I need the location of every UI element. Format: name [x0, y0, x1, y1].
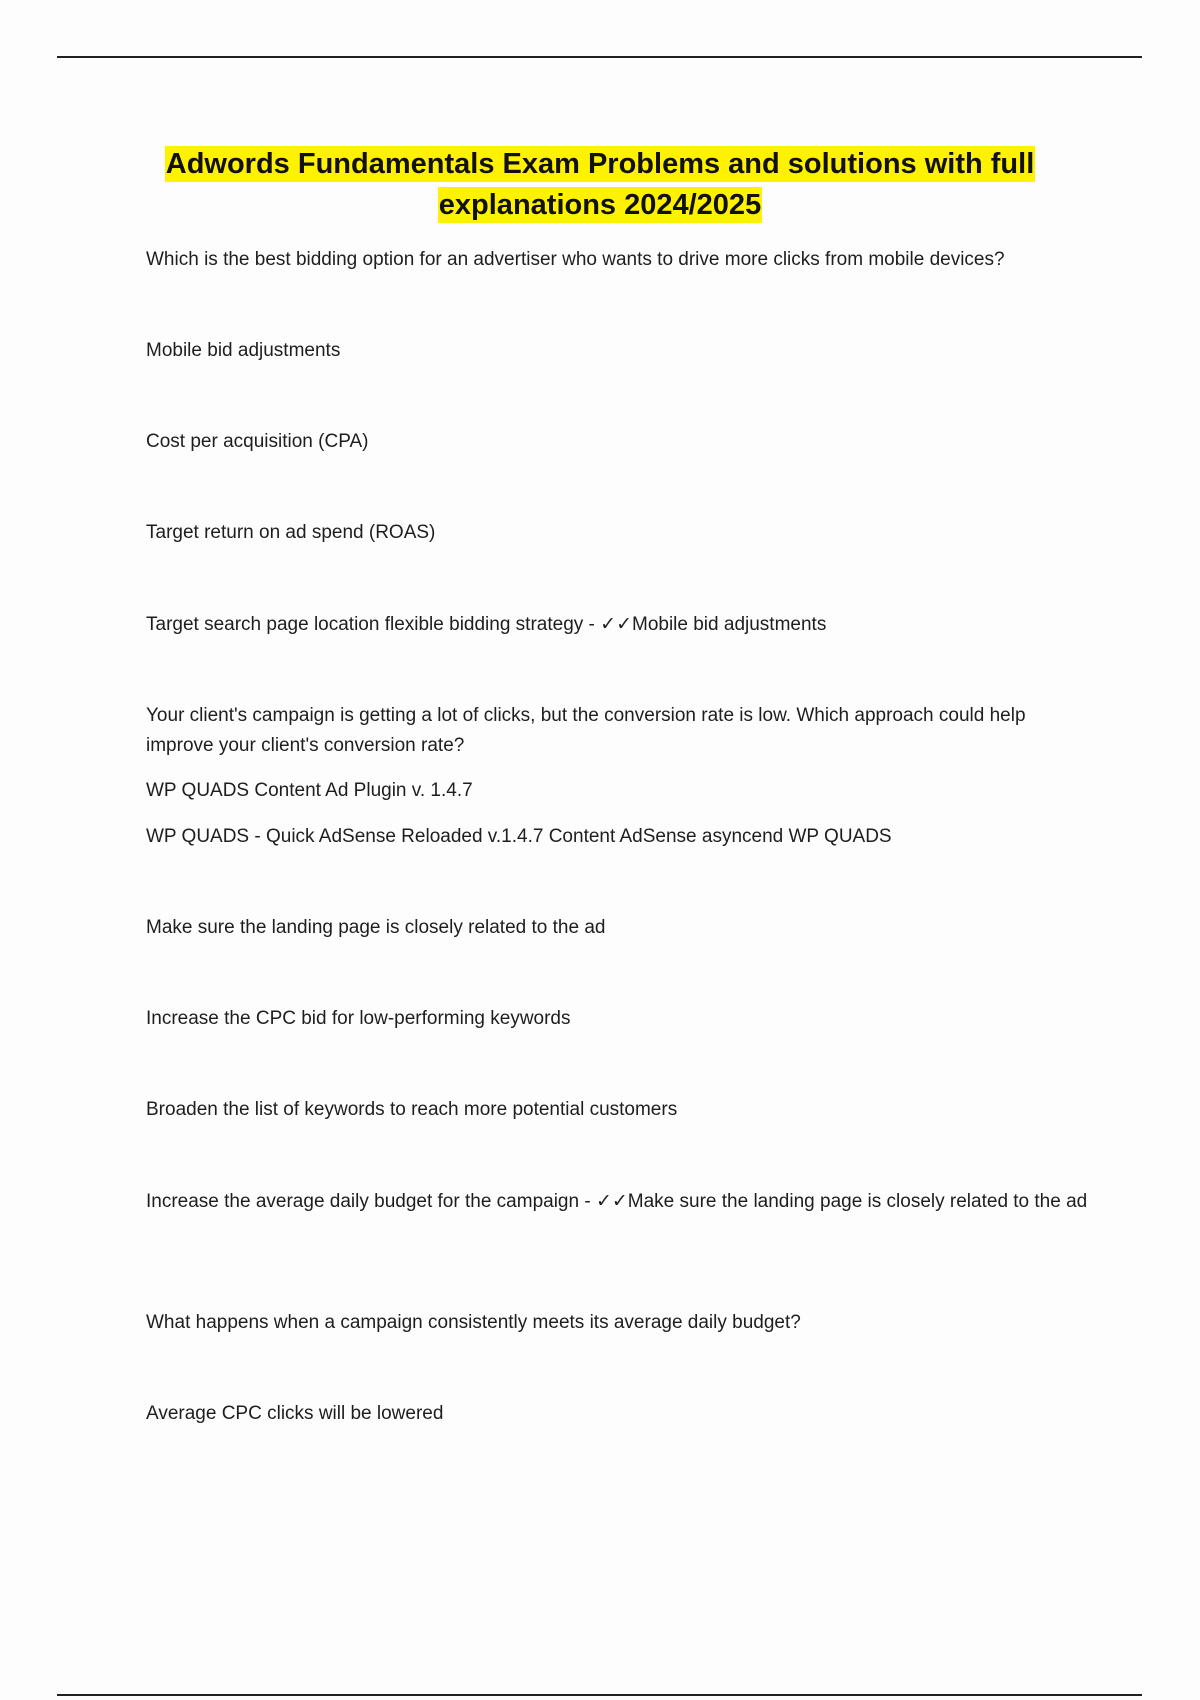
answer-option-1: Make sure the landing page is closely related to the ad — [146, 917, 606, 938]
question-3: What happens when a campaign consistently meets its average daily budget? — [146, 1312, 801, 1333]
ad-plugin-text-2: WP QUADS - Quick AdSense Reloaded v.1.4.7 Content AdSense asyncend WP QUADS — [146, 826, 892, 847]
title-line-2: explanations 2024/2025 — [438, 189, 762, 221]
question-2: Your client's campaign is getting a lot of clicks, but the conversion rate is low. Which approach could help improve your client's conversion rate? — [146, 705, 1026, 756]
answer-option-2: Increase the CPC bid for low-performing keywords — [146, 1008, 571, 1029]
question-1: Which is the best bidding option for an advertiser who wants to drive more clicks from mobile devices? — [146, 249, 1005, 270]
document-title — [0, 144, 1200, 226]
title-line-1: Adwords Fundamentals Exam Problems and solutions with full — [165, 148, 1035, 180]
answer-option-3: Target return on ad spend (ROAS) — [146, 522, 436, 543]
answer-option-1: Average CPC clicks will be lowered — [146, 1403, 444, 1424]
answer-option-3: Broaden the list of keywords to reach more potential customers — [146, 1099, 678, 1120]
answer-option-1: Mobile bid adjustments — [146, 340, 341, 361]
bottom-rule — [57, 1694, 1142, 1696]
answer-option-4-with-solution: Increase the average daily budget for the campaign - ✓✓Make sure the landing page is closely related to the ad — [146, 1191, 1088, 1212]
top-rule — [57, 56, 1142, 58]
answer-option-2: Cost per acquisition (CPA) — [146, 431, 369, 452]
answer-option-4-with-solution: Target search page location flexible bidding strategy - ✓✓Mobile bid adjustments — [146, 614, 827, 635]
ad-plugin-text: WP QUADS Content Ad Plugin v. 1.4.7 — [146, 780, 473, 801]
